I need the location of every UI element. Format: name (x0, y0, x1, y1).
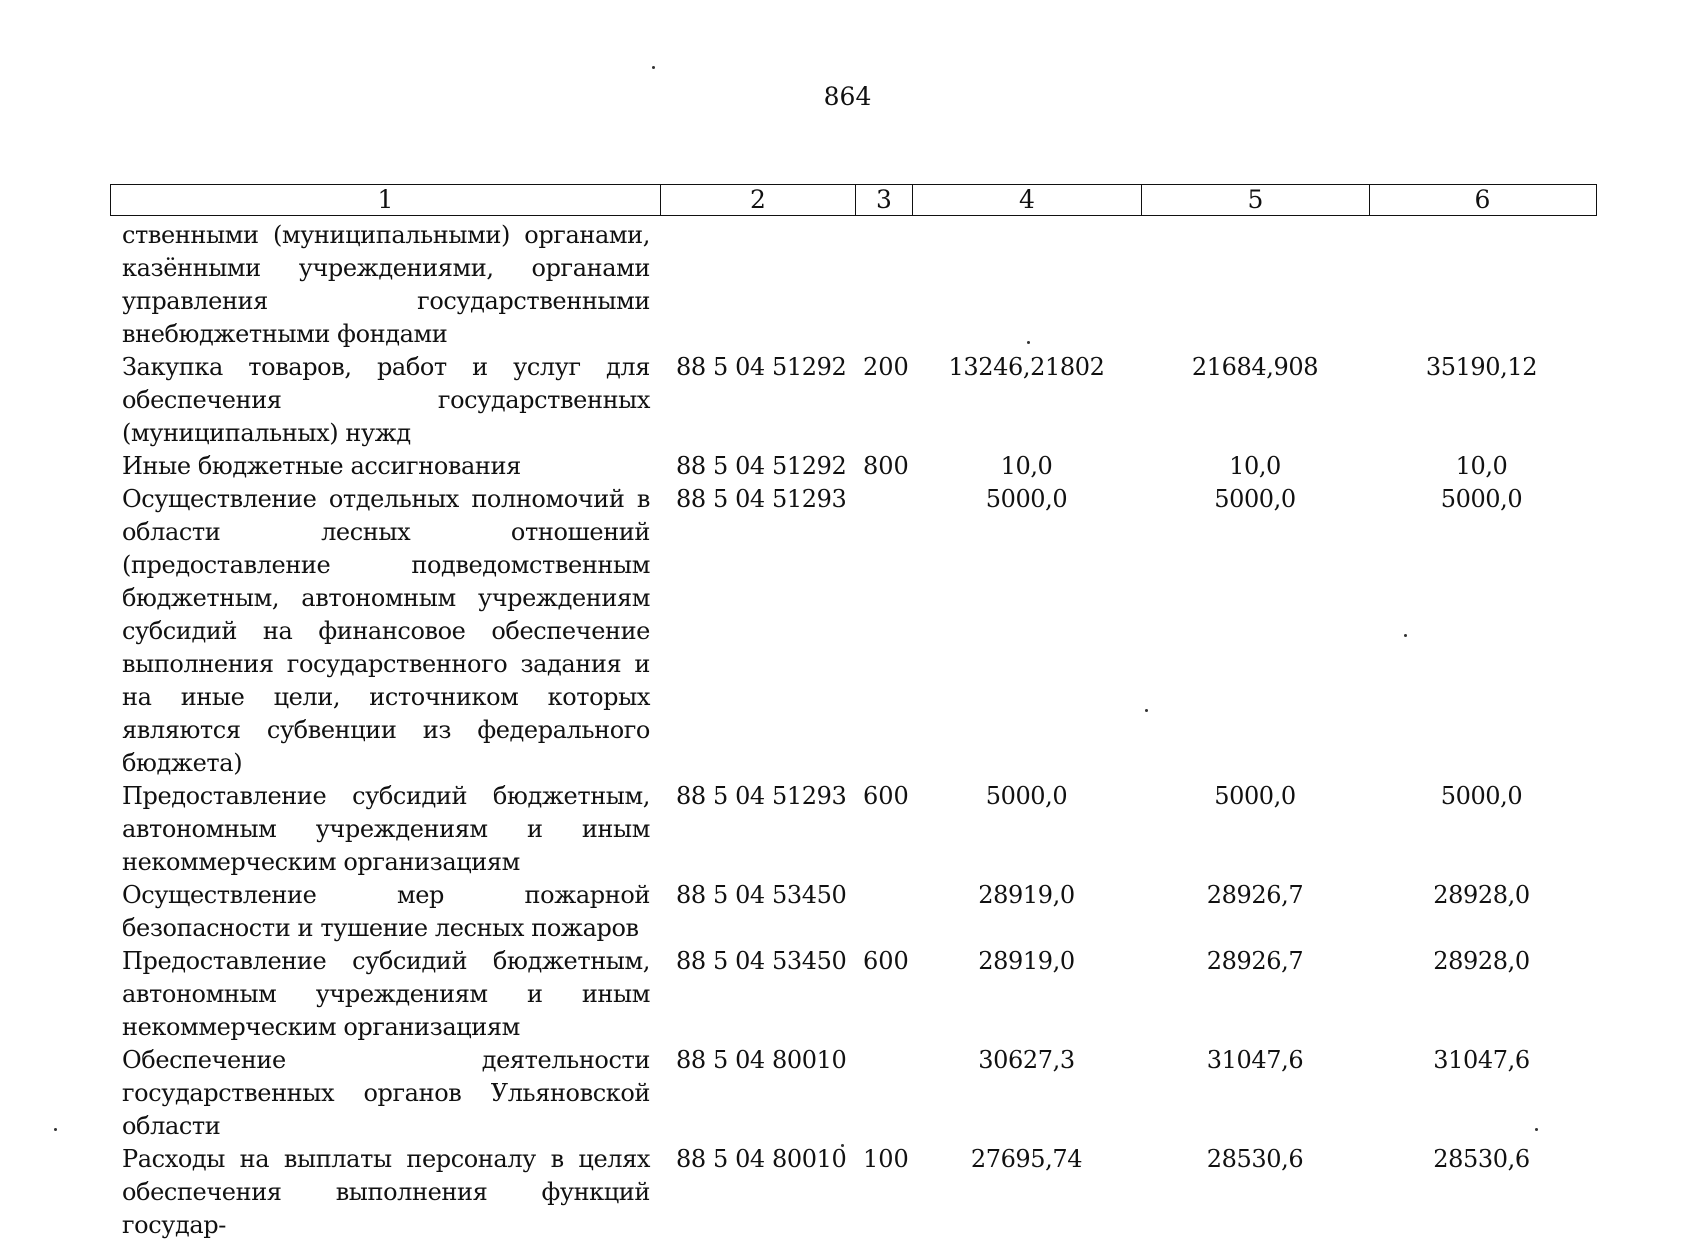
table-row (110, 1044, 1597, 1143)
table-header-row (110, 184, 1597, 216)
row-value-5: 5000,0 (1214, 485, 1296, 513)
row-value-4: 10,0 (1000, 452, 1053, 480)
row-name: Расходы на выплаты персоналу в целях обеспечения выполнения функций государ- (122, 1145, 650, 1239)
row-value-6: 35190,12 (1425, 353, 1538, 381)
row-code: 88 5 04 53450 (676, 881, 847, 909)
table-body (110, 219, 1597, 1242)
row-value-6: 28928,0 (1433, 881, 1530, 909)
row-value-4: 5000,0 (985, 782, 1068, 810)
row-name: Закупка товаров, работ и услуг для обеспечения государственных (муниципальных) нужд (122, 353, 650, 447)
row-name: Предоставление субсидий бюджетным, автономным учреждениям и иным некоммерческим организациям (122, 947, 650, 1041)
row-type (855, 879, 912, 945)
row-value-5: 28926,7 (1206, 947, 1304, 975)
table-row (110, 780, 1597, 879)
row-value-4: 28919,0 (978, 881, 1075, 909)
column-header-6: 6 (1474, 185, 1491, 214)
row-type: 600 (863, 947, 909, 975)
column-header-4: 4 (913, 185, 1142, 215)
row-code: 88 5 04 51292 (676, 353, 847, 381)
row-value-5: 28926,7 (1206, 881, 1304, 909)
row-code (660, 219, 855, 351)
table-row (110, 450, 1597, 483)
row-code: 88 5 04 51292 (676, 452, 847, 480)
row-name: Предоставление субсидий бюджетным, автономным учреждениям и иным некоммерческим организациям (122, 782, 650, 876)
page-number: 864 (823, 82, 872, 111)
row-type (855, 483, 912, 780)
row-value-6: 28530,6 (1433, 1145, 1530, 1173)
table-row (110, 483, 1597, 780)
row-value-6: 5000,0 (1440, 782, 1523, 810)
row-code: 88 5 04 80010 (676, 1145, 847, 1173)
row-value-6 (1369, 219, 1594, 351)
row-type: 100 (863, 1145, 909, 1173)
row-name: Осуществление мер пожарной безопасности и тушение лесных пожаров (122, 881, 650, 942)
row-value-5: 28530,6 (1206, 1145, 1304, 1173)
row-code: 88 5 04 53450 (676, 947, 847, 975)
table-row (110, 219, 1597, 351)
row-value-6: 28928,0 (1433, 947, 1530, 975)
row-type: 200 (863, 353, 909, 381)
row-type (855, 219, 912, 351)
column-header-2: 2 (661, 185, 856, 215)
row-value-4: 28919,0 (978, 947, 1075, 975)
row-value-4: 13246,21802 (948, 353, 1105, 381)
row-value-5: 31047,6 (1206, 1046, 1304, 1074)
row-type: 800 (863, 452, 909, 480)
row-value-4 (912, 219, 1141, 351)
row-code: 88 5 04 51293 (676, 485, 847, 513)
row-name: Обеспечение деятельности государственных органов Ульяновской области (122, 1046, 650, 1140)
table-row (110, 879, 1597, 945)
row-code: 88 5 04 80010 (676, 1046, 847, 1074)
column-header-1: 1 (111, 185, 661, 215)
row-type (855, 1044, 912, 1143)
row-value-4: 27695,74 (970, 1145, 1083, 1173)
row-value-4: 30627,3 (978, 1046, 1075, 1074)
row-value-6: 10,0 (1455, 452, 1508, 480)
row-name: ственными (муниципальными) органами, казёнными учреждениями, органами управления государственными внебюджетными фондами (122, 221, 650, 348)
column-header-5: 5 (1142, 185, 1370, 215)
row-name: Иные бюджетные ассигнования (122, 452, 521, 480)
column-header-3: 3 (856, 185, 913, 215)
table-row (110, 1143, 1597, 1242)
row-value-5: 21684,908 (1191, 353, 1319, 381)
row-code: 88 5 04 51293 (676, 782, 847, 810)
scan-speck (652, 66, 655, 69)
row-value-5: 5000,0 (1214, 782, 1296, 810)
table-row (110, 945, 1597, 1044)
row-value-5: 10,0 (1229, 452, 1281, 480)
table-row (110, 351, 1597, 450)
row-value-6: 5000,0 (1440, 485, 1523, 513)
row-value-4: 5000,0 (985, 485, 1068, 513)
scan-speck (54, 1128, 57, 1131)
row-name: Осуществление отдельных полномочий в области лесных отношений (предоставление подведомственным бюджетным, автономным учреждениям субсидий на финансовое обеспечение выполнения государственного задания и на иные цели, источником которых являются субвенции из федерального бюджета) (122, 485, 650, 777)
row-value-5 (1141, 219, 1369, 351)
row-value-6: 31047,6 (1433, 1046, 1530, 1074)
row-type: 600 (863, 782, 909, 810)
